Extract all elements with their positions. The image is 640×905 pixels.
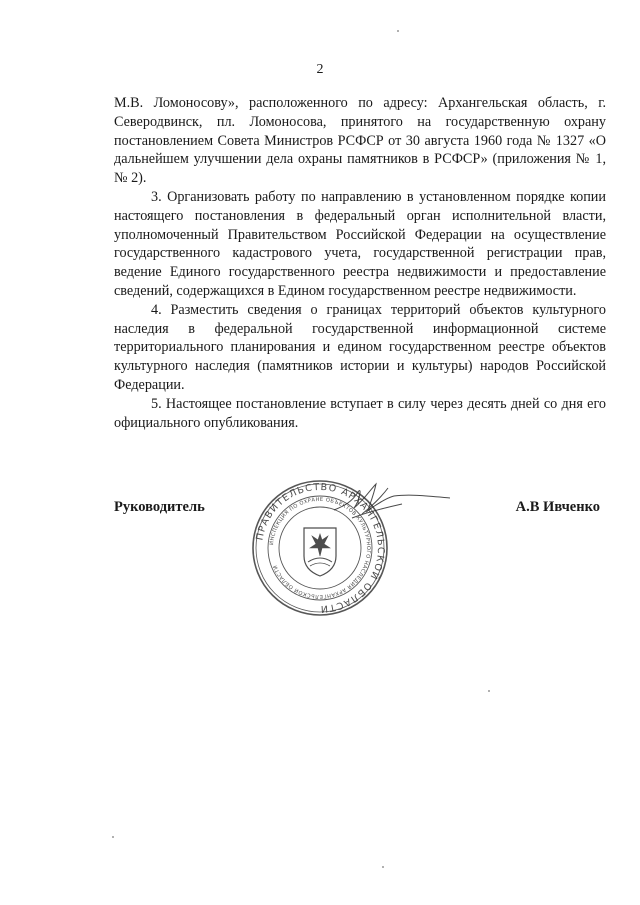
paragraph-continuation: М.В. Ломоносову», расположенного по адресу: Архангельская область, г. Северодвинск, пл. Ломоносова, принятого на государственную охрану постановлением Совета Министров РСФСР от 30 августа 1960 года № 1327 «О дальнейшем улучшении дела охраны памятников в РСФСР» (приложения № 1, № 2). xyxy=(114,95,606,187)
scan-speck xyxy=(112,836,114,838)
paragraph-item-4: 4. Разместить сведения о границах территорий объектов культурного наследия в федеральной государственной информационной системе территориального планирования и едином государственном реестре объектов культурного наследия (памятников истории и культуры) народов Российской Федерации. xyxy=(114,301,606,393)
handwritten-signature xyxy=(332,478,452,538)
seal-outer-text: ПРАВИТЕЛЬСТВО АРХАНГЕЛЬСКОЙ ОБЛАСТИ xyxy=(254,481,387,615)
page-number: 2 xyxy=(316,62,324,77)
paragraph-item-3: 3. Организовать работу по направлению в установленном порядке копии настоящего постановления в федеральный орган исполнительной власти, уполномоченный Правительством Российской Федерации на осуществление государственного кадастрового учета, государственной регистрации прав, ведение Единого государственного реестра недвижимости и предоставление сведений, содержащихся в Едином государственном реестре недвижимости. xyxy=(114,188,606,299)
signatory-name: А.В Ивченко xyxy=(515,499,600,515)
paragraph-item-5: 5. Настоящее постановление вступает в силу через десять дней со дня его официального опубликования. xyxy=(114,395,606,431)
signatory-title: Руководитель xyxy=(114,499,205,515)
document-body xyxy=(114,94,606,432)
scan-speck xyxy=(488,690,490,692)
scan-speck xyxy=(382,866,384,868)
seal-inner-text: ИНСПЕКЦИЯ ПО ОХРАНЕ ОБЪЕКТОВ КУЛЬТУРНОГО НАСЛЕДИЯ АРХАНГЕЛЬСКОЙ ОБЛАСТИ xyxy=(269,496,372,600)
scan-speck xyxy=(397,30,399,32)
